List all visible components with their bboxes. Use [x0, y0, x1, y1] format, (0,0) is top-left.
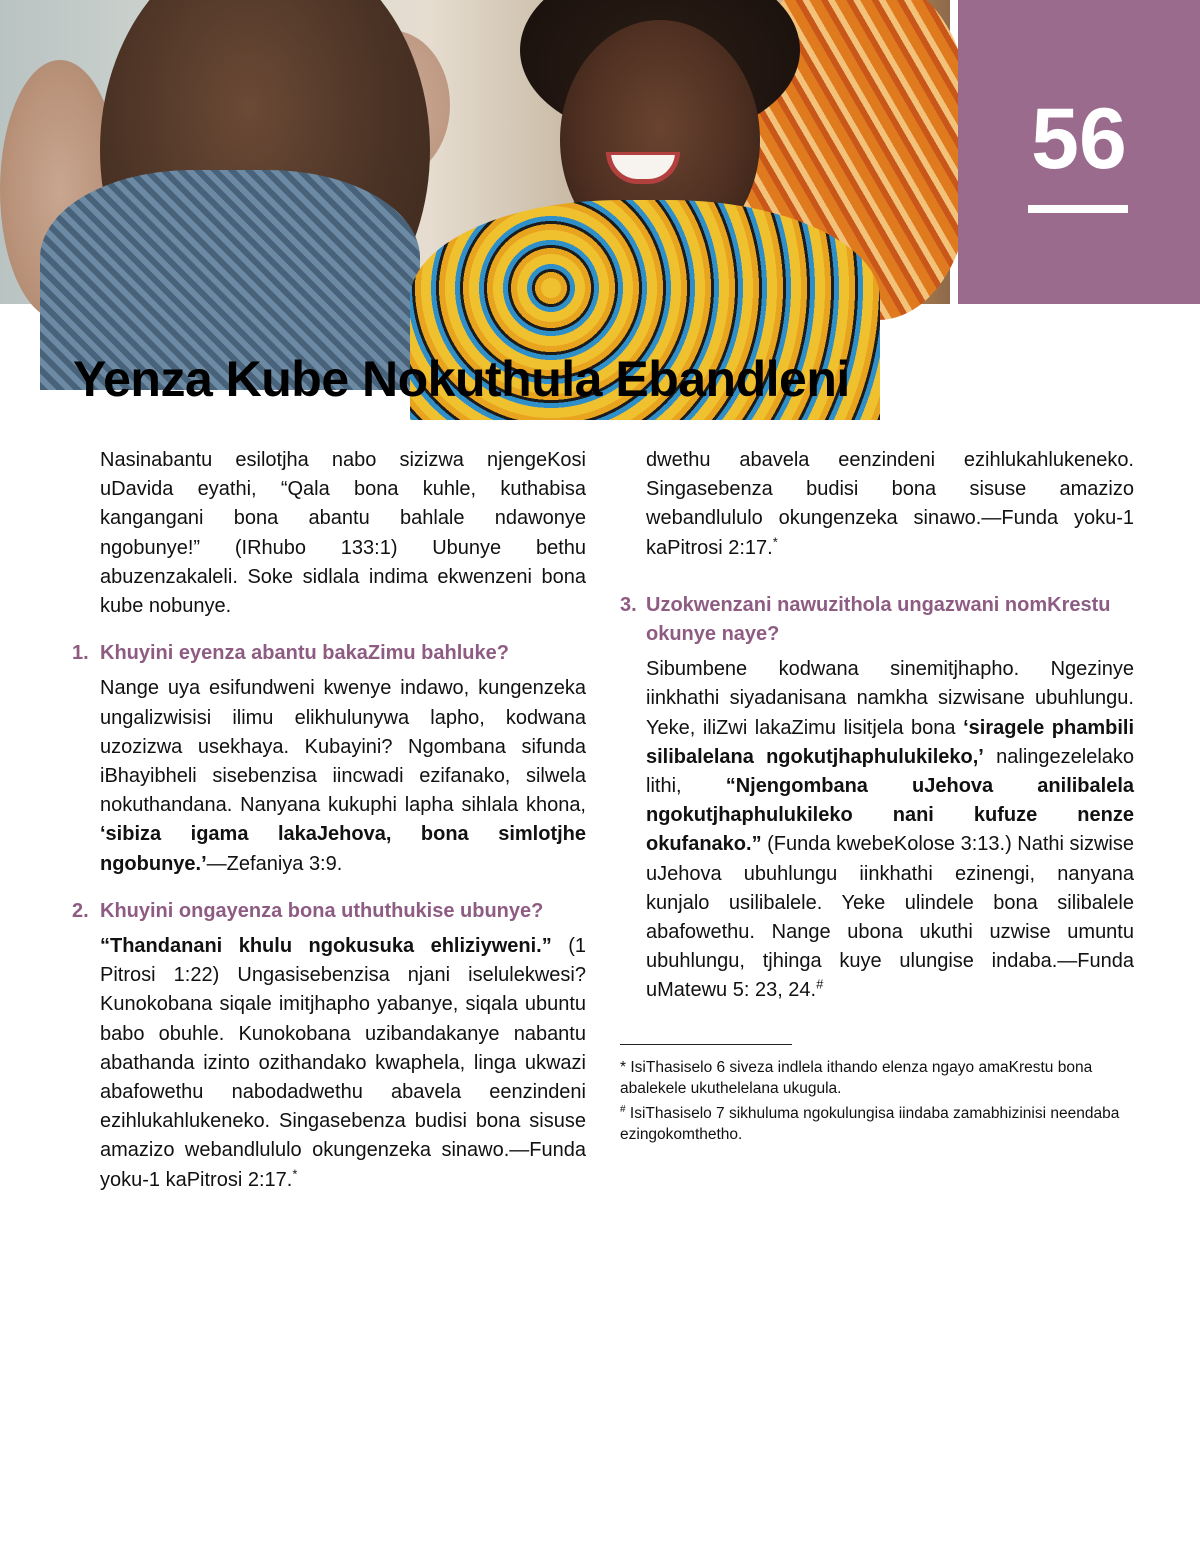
scripture-quote: ‘sibiza igama lakaJehova, bona simlotjhe ngobunye.’ [100, 823, 586, 875]
footnote-divider [620, 1044, 792, 1045]
answer-2-continued: dwethu abavela eenzindeni ezihlukahlukeneko. Singasebenza budisi bona sisuse amazizo webandlululo okungenzeka sinawo.—Funda yoku-1 kaPitrosi 2:17.* [646, 449, 1134, 559]
footnote-text: IsiThasiselo 7 sikhuluma ngokulungisa iindaba zamabhizinisi neendaba ezingokomthetho. [620, 1105, 1120, 1143]
question-3 [620, 591, 1134, 649]
answer-text: Nange uya esifundweni kwenye indawo, kungenzeka ungalizwisisi ilimu elikhulunywa lapho, kodwana uzozizwa usekhaya. Kubayini? Ngombana sifunda iBhayibheli sisebenzisa iincwadi ezifanako, silwela nokuthandana. Nanyana kukuphi lapha sihlala khona, [100, 677, 586, 817]
chapter-number-underline [1028, 205, 1128, 213]
question-text: Khuyini eyenza abantu bakaZimu bahluke? [100, 642, 509, 665]
answer-text: (Funda kwebeKolose 3:13.) Nathi sizwise uJehova ubuhlungu iinkhathi ezinengi, nanyana kunjalo usilibalele. Yeke ulindele bona silibalele abafowethu. Nange ubona ukuthi uzwise umuntu ubuhlungu, tjhinga kuye ulungise indaba.—Funda uMatewu 5: 23, 24. [646, 833, 1134, 1002]
question-1 [72, 639, 586, 668]
scripture-quote: ‘siragele phambili silibalelana ngokutjhaphulukileko,’ [646, 716, 1135, 768]
page-title: Yenza Kube Nokuthula Ebandleni [73, 351, 850, 407]
scripture-reference: —Zefaniya 3:9. [206, 852, 343, 875]
footnote-text: IsiThasiselo 6 siveza indlela ithando elenza ngayo amaKrestu bona abalekele ukuthelelana ukugula. [620, 1059, 1093, 1097]
chapter-number: 56 [1031, 91, 1127, 187]
answer-text: nalingezelelako lithi, [646, 745, 1135, 798]
footnote [620, 1103, 1140, 1145]
footnote-link[interactable]: * [292, 1166, 298, 1182]
scripture-quote: “Njengombana uJehova anilibalela ngokutjhaphulukileko nani kufuze nenze okufanako.” [646, 775, 1135, 856]
footnote-mark: * [620, 1059, 627, 1076]
answer-1 [100, 674, 586, 878]
footnote [620, 1057, 1140, 1099]
question-number: 2. [72, 899, 89, 922]
footnote-link[interactable]: * [772, 533, 778, 549]
footnotes [620, 1057, 1140, 1149]
footnote-link[interactable]: # [816, 976, 824, 992]
question-2 [72, 897, 586, 926]
column-right [620, 446, 1135, 1006]
question-number: 1. [72, 642, 89, 665]
question-text: Khuyini ongayenza bona uthuthukise ubunye? [100, 899, 544, 922]
question-number: 3. [620, 593, 637, 616]
answer-text: (1 Pitrosi 1:22) Ungasisebenzisa njani iselulekwesi? Kunokobana siqale imitjhapho yabanye, siqala ubuntu babo obuhle. Kunokobana uzibandakanye nabantu abathanda izinto ozithandako kwaphela, linga ukwazi abafowethu nabodadwethu abavela eenzindeni ezihlukahlukeneko. Singasebenza budisi bona sisuse amazizo webandlululo okungenzeka sinawo.—Funda yoku-1 kaPitrosi 2:17. [100, 935, 586, 1191]
scripture-quote: “Thandanani khulu ngokusuka ehliziyweni.” [100, 935, 552, 958]
header-photo [0, 0, 950, 304]
column-left [72, 446, 586, 1191]
answer-3 [646, 655, 1134, 1005]
footnote-mark: # [620, 1103, 626, 1115]
answer-text: Sibumbene kodwana sinemitjhapho. Ngezinye iinkhathi siyadanisana namkha sizwisane ubuhlungu. Yeke, iliZwi lakaZimu lisitjela bona [646, 658, 1134, 739]
answer-2 [100, 932, 586, 1191]
intro-paragraph: Nasinabantu esilotjha nabo sizizwa njengeKosi uDavida eyathi, “Qala bona kuhle, kuthabisa kangangani bona abantu bahlale ndawonye ngobunye!” (IRhubo 133:1) Ubunye bethu abuzenzakaleli. Soke sidlala indima ekwenzeni bona kube nobunye. [100, 449, 586, 618]
chapter-number-box [958, 0, 1200, 304]
question-text: Uzokwenzani nawuzithola ungazwani nomKrestu okunye naye? [646, 593, 1111, 646]
